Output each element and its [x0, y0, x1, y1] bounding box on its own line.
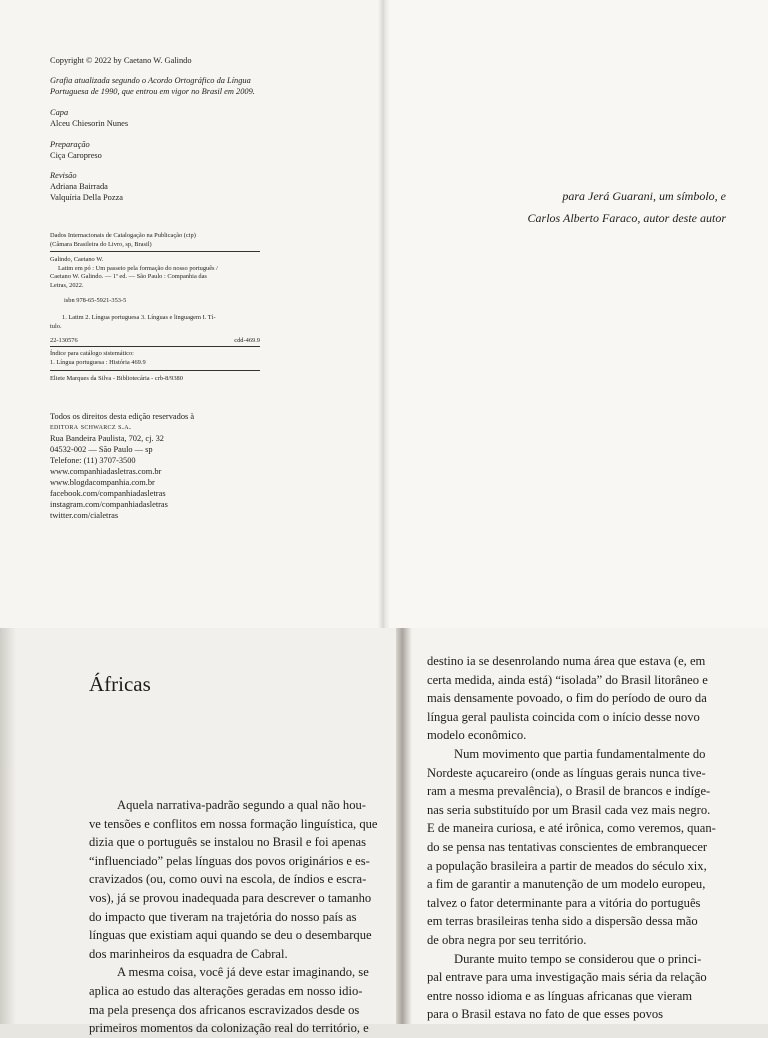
dedication-line: Carlos Alberto Faraco, autor deste autor — [527, 211, 726, 225]
text-line: certa medida, ainda está) “isolada” do Brasil litorâneo e — [427, 672, 708, 687]
credit-revisao — [50, 170, 123, 203]
text-line: A mesma coisa, você já deve estar imaginando, se — [117, 965, 369, 980]
grafia-note — [50, 75, 255, 97]
contact-line: www.blogdacompanhia.com.br — [50, 478, 155, 487]
text-line: cravizados (ou, como ouvi na escola, de índios e escra- — [89, 872, 367, 887]
cip-subjects — [50, 314, 216, 331]
text-line: dos marinheiros da esquadra de Cabral. — [89, 946, 288, 961]
page-edge-shadow — [0, 628, 16, 1024]
contact-line: 04532-002 — São Paulo — sp — [50, 445, 153, 454]
text-line: nas seria substituído por um Brasil cada vez mais negro. — [427, 802, 711, 817]
text-line: Aquela narrativa-padrão segundo a qual não hou- — [117, 798, 366, 812]
credit-name: Adriana Bairrada — [50, 182, 108, 191]
text-line: destino ia se desenrolando numa área que estava (e, em — [427, 654, 706, 668]
text-line: vos), já se provou inadequada para descrever o tamanho — [89, 890, 372, 905]
chapter-title: Áfricas — [89, 672, 151, 696]
catalog-number: 22-130576 — [50, 337, 78, 344]
publisher-name: editora schwarcz s.a. — [50, 422, 132, 431]
contact-line: twitter.com/cialetras — [50, 511, 119, 520]
cip-header — [50, 232, 196, 249]
text-line: aplica ao estudo das alterações geradas em nosso idio- — [89, 983, 363, 998]
cip-subject-line: 1. Latim 2. Língua portuguesa 3. Línguas e linguagem I. Tí- — [62, 314, 216, 321]
publisher-contact — [50, 433, 168, 521]
index-line: Índice para catálogo sistemático: — [50, 350, 134, 357]
catalog-index — [50, 350, 146, 367]
cip-line: Caetano W. Galindo. — 1ª ed. — São Paulo : Companhia das — [50, 273, 207, 281]
text-line: talvez o fator determinante para a vitória do português — [427, 895, 701, 910]
copyright-line: Copyright © 2022 by Caetano W. Galindo — [50, 56, 192, 65]
text-line: ve tensões e conflitos em nossa formação linguística, que — [89, 816, 378, 831]
text-line: pal entrave para uma investigação mais séria da relação — [427, 970, 707, 985]
credit-label: Preparação — [50, 140, 90, 149]
credit-label: Revisão — [50, 171, 77, 180]
cip-subject-line: tulo. — [50, 322, 62, 330]
cip-rule-top — [50, 251, 260, 252]
contact-line: facebook.com/companhiadasletras — [50, 489, 166, 498]
cip-line: Latim em pó : Um passeio pela formação do nosso português / — [58, 264, 218, 272]
text-line: modelo econômico. — [427, 728, 527, 743]
cip-record — [50, 256, 218, 290]
cdd-number: cdd-469.9 — [234, 337, 260, 344]
credit-name: Ciça Caropreso — [50, 151, 102, 160]
text-line: línguas que existiam aqui quando se deu o desembarque — [89, 928, 372, 943]
text-line: mais densamente povoado, o fim do período de ouro da — [427, 691, 707, 706]
book-gutter-top — [378, 0, 390, 628]
cip-line: Letras, 2022. — [50, 281, 84, 289]
contact-line: www.companhiadasletras.com.br — [50, 467, 162, 476]
text-line: ram a mesma prevalência), o Brasil de brancos e indíge- — [427, 784, 711, 799]
text-line: primeiros momentos da colonização real do território, e — [89, 1021, 369, 1036]
text-line: E de maneira curiosa, e até irônica, como veremos, quan- — [427, 821, 716, 836]
book-gutter-bottom — [396, 628, 412, 1024]
librarian-credit: Eliete Marques da Silva - Bibliotecária - crb-8/9380 — [50, 375, 183, 382]
text-line: para o Brasil estava no fato de que esses povos — [427, 1007, 664, 1022]
catalog-row — [50, 337, 260, 346]
text-line: do se pensa nas tentativas conscientes de embranquecer — [427, 839, 708, 854]
text-line: em terras brasileiras tenha sido a dispersão dessa mão — [427, 914, 698, 929]
cip-rule-middle — [50, 346, 260, 347]
text-line: Durante muito tempo se considerou que o princi- — [454, 951, 702, 966]
dedication — [528, 185, 726, 229]
grafia-line: Grafia atualizada segundo o Acordo Ortográfico da Língua — [50, 76, 251, 85]
contact-line: Telefone: (11) 3707-3500 — [50, 456, 136, 465]
cip-line: Galindo, Caetano W. — [50, 256, 104, 263]
text-line: “influenciado” pelas línguas dos povos originários e es- — [89, 853, 370, 868]
dedication-line: para Jerá Guarani, um símbolo, e — [562, 189, 726, 203]
contact-line: instagram.com/companhiadasletras — [50, 500, 168, 509]
credit-label: Capa — [50, 108, 69, 117]
text-line: a população brasileira a partir de meados do século xix, — [427, 858, 707, 873]
rights-notice: Todos os direitos desta edição reservados à — [50, 412, 195, 421]
text-line: Num movimento que partia fundamentalmente do — [454, 746, 706, 761]
credit-preparacao — [50, 139, 102, 161]
text-line: entre nosso idioma e as línguas africanas que vieram — [427, 988, 693, 1003]
text-line: a fim de garantir a manutenção de um modelo europeu, — [427, 877, 706, 892]
credit-name: Alceu Chiesorin Nunes — [50, 119, 129, 128]
text-line: língua geral paulista coincida com o início desse novo — [427, 709, 700, 724]
text-line: Nordeste açucareiro (onde as línguas gerais nunca tive- — [427, 765, 706, 780]
text-line: de obra negra por seu território. — [427, 932, 587, 947]
chapter-text-left — [89, 796, 387, 1038]
credit-capa — [50, 107, 128, 129]
index-line: 1. Língua portuguesa : História 469.9 — [50, 358, 146, 366]
credit-name: Valquíria Della Pozza — [50, 193, 124, 202]
text-line: ma pela presença dos africanos escravizados desde os — [89, 1002, 360, 1017]
text-line: dizia que o português se instalou no Brasil e foi apenas — [89, 835, 366, 850]
cip-rule-bottom — [50, 370, 260, 371]
text-line: do impacto que tiveram na trajetória do nosso país as — [89, 909, 357, 924]
chapter-text-right — [427, 652, 727, 1024]
isbn: isbn 978-65-5921-353-5 — [64, 297, 127, 304]
dedication-page — [384, 0, 768, 628]
grafia-line: Portuguesa de 1990, que entrou em vigor no Brasil em 2009. — [50, 87, 255, 96]
cip-header-line: (Câmara Brasileira do Livro, sp, Brasil) — [50, 240, 152, 248]
contact-line: Rua Bandeira Paulista, 702, cj. 32 — [50, 434, 164, 443]
cip-header-line: Dados Internacionais de Catalogação na Publicação (cip) — [50, 232, 196, 239]
